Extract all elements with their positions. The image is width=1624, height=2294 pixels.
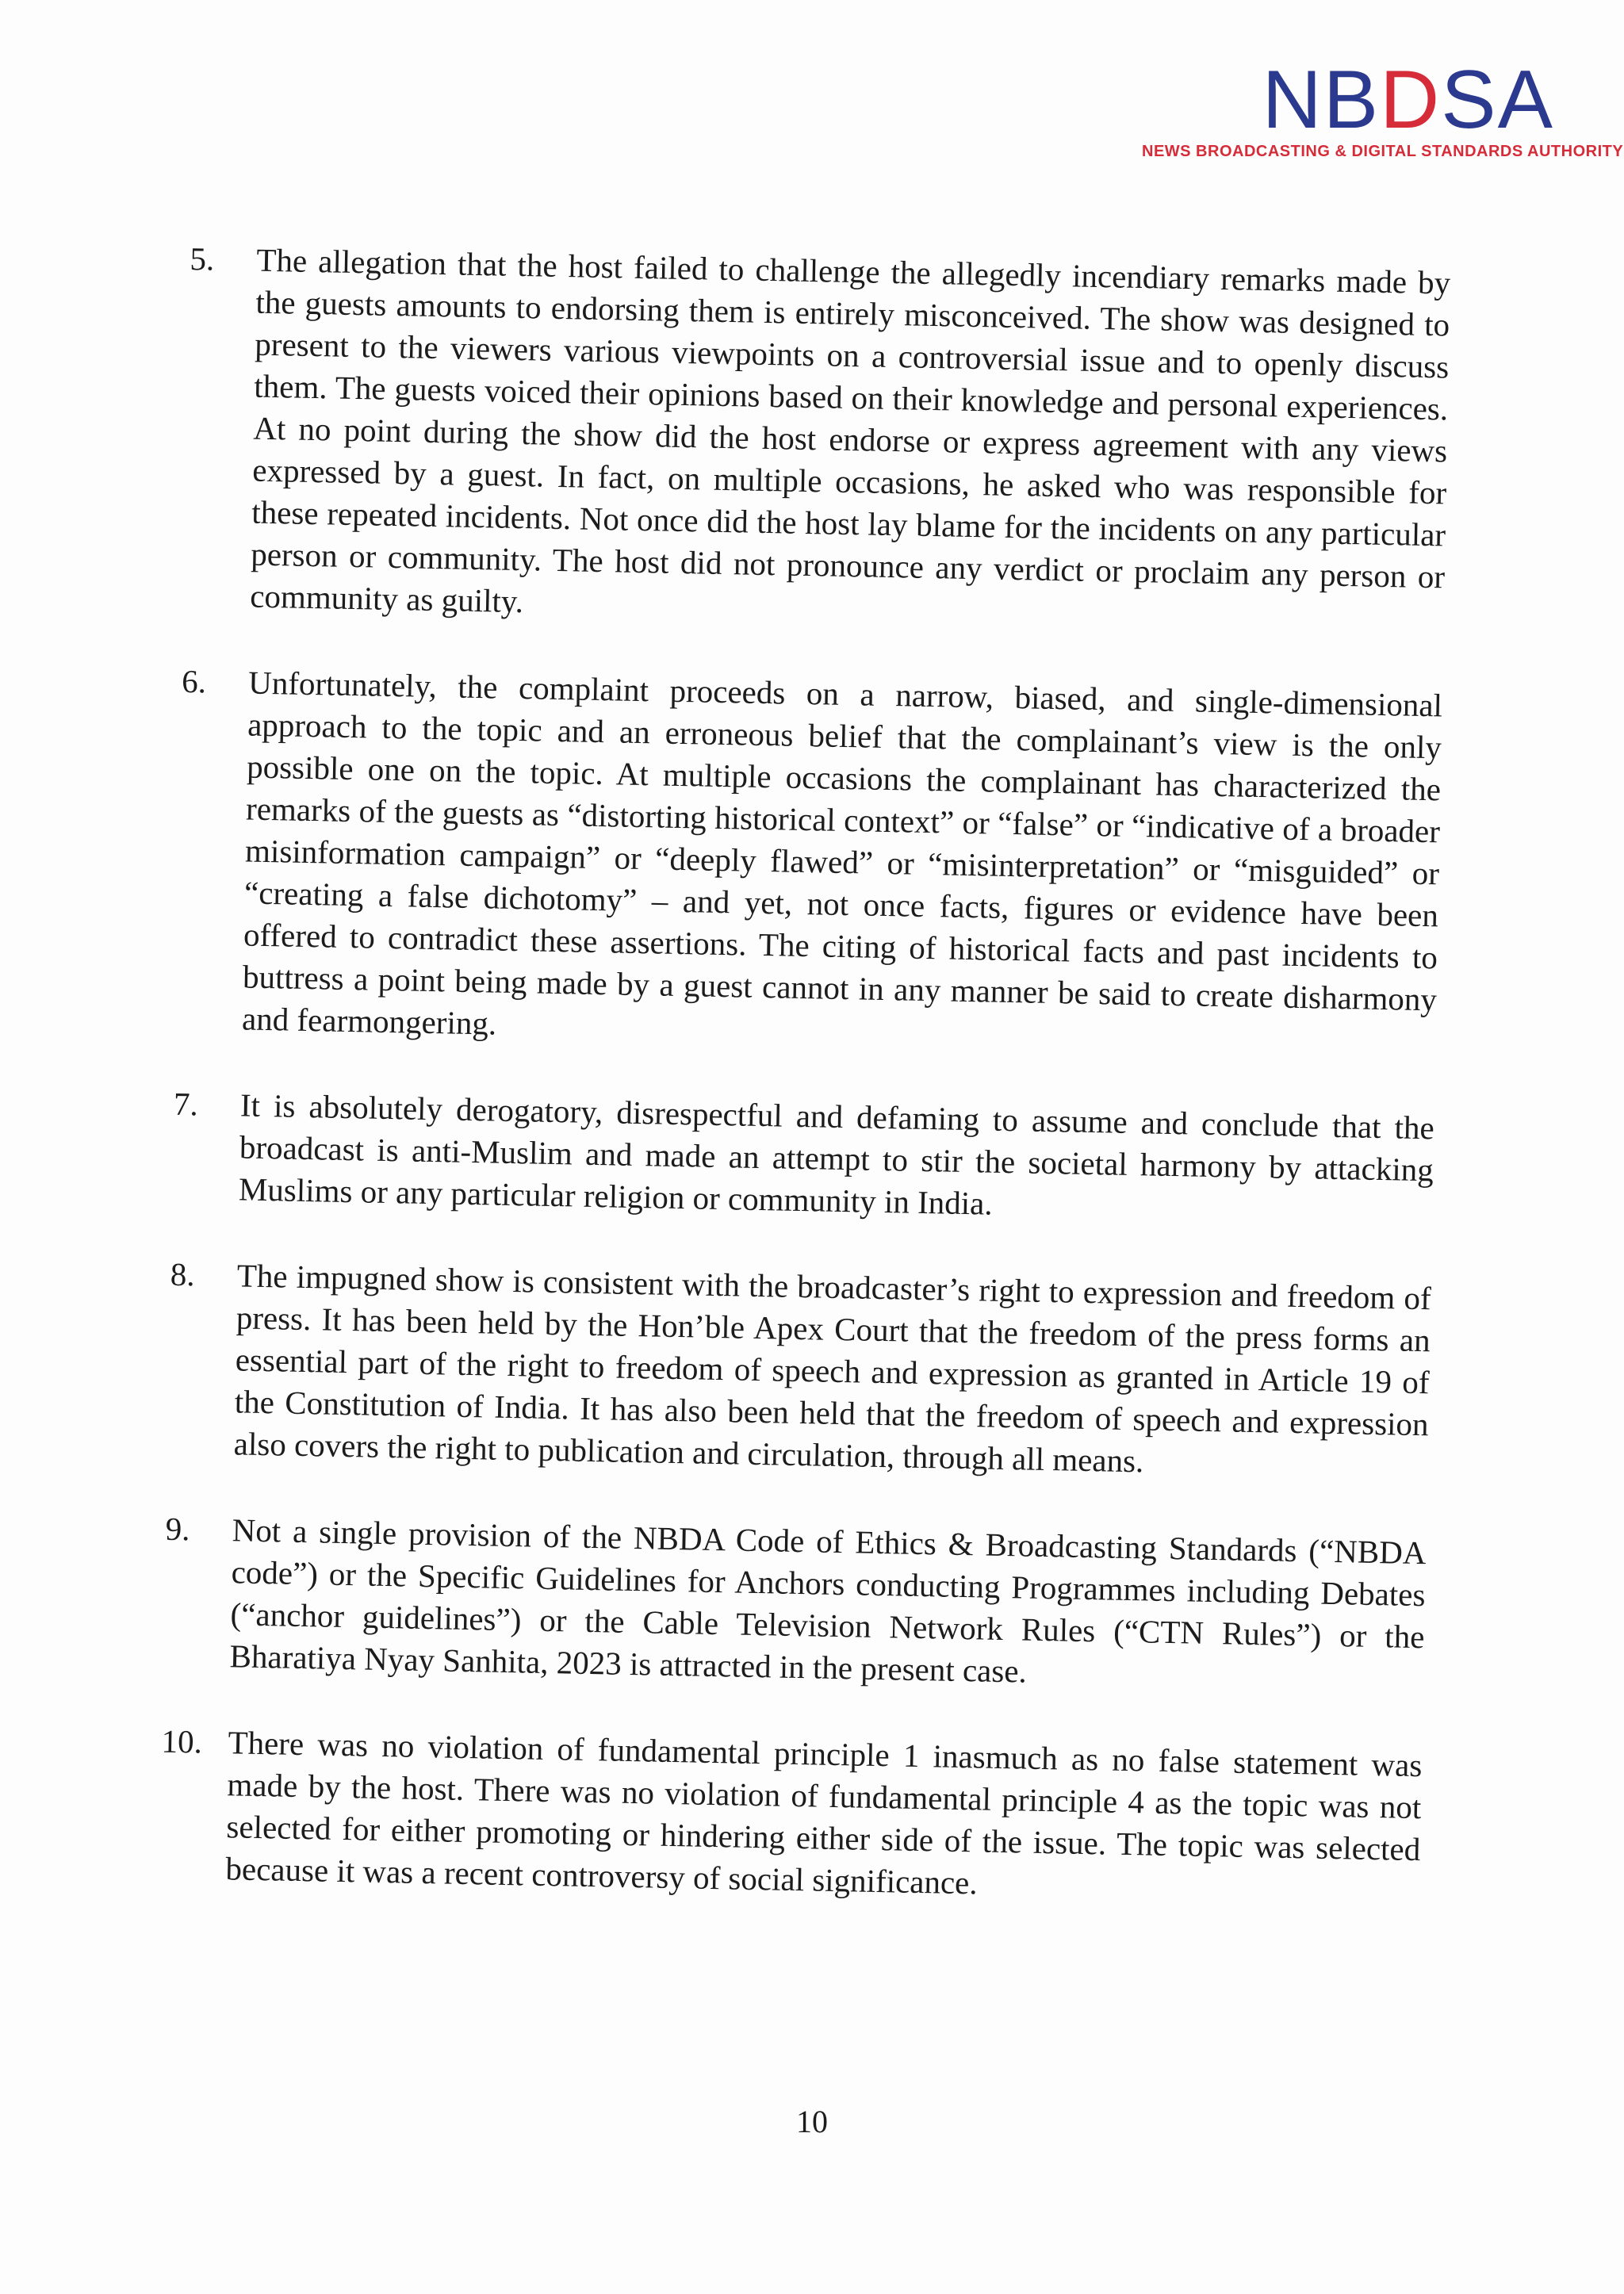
paragraph-number: 8. <box>170 1255 196 1293</box>
paragraph-number: 9. <box>165 1510 190 1548</box>
logo-part-nb: NB <box>1262 54 1381 146</box>
document-body <box>158 238 1451 1957</box>
paragraph-number: 10. <box>161 1722 203 1760</box>
page-number: 10 <box>796 2104 828 2139</box>
paragraph-text: It is absolutely derogatory, disrespectful and defaming to assume and conclude that the broadcast is anti-Muslim and made an attempt to stir the societal harmony by attacking Muslims or any particular religion or community in India. <box>238 1086 1435 1222</box>
paragraph-text: The impugned show is consistent with the broadcaster’s right to expression and freedom of press. It has been held by the Hon’ble Apex Court that the freedom of the press forms an essential part of the right to freedom of speech and expression as granted in Article 19 of the Constitution of India. It has also been held that the freedom of speech and expression also covers the right to publication and circulation, through all means. <box>233 1257 1432 1480</box>
paragraph-text: The allegation that the host failed to challenge the allegedly incendiary remarks made by the guests amounts to endorsing them is entirely misconceived. The show was designed to present to the viewers various viewpoints on a controversial issue and to openly discuss them. The guests voiced their opinions based on their knowledge and personal experiences. At no point during the show did the host endorse or express agreement with any views expressed by a guest. In fact, on multiple occasions, he asked who was responsible for these repeated incidents. Not once did the host lay blame for the incidents on any particular person or community. The host did not pronounce any verdict or proclaim any person or community as guilty. <box>249 241 1451 620</box>
paragraph-number: 6. <box>181 662 207 700</box>
paragraph-number: 5. <box>190 239 215 278</box>
paragraph-text: Not a single provision of the NBDA Code of Ethics & Broadcasting Standards (“NBDA code”) or the Specific Guidelines for Anchors conducting Programmes including Debates (“anchor guidelines”) or the Cable Television Network Rules (“CTN Rules”) or the Bharatiya Nyay Sanhita, 2023 is attracted in the present case. <box>229 1511 1427 1690</box>
paragraph-8 <box>167 1254 1431 1488</box>
paragraph-5 <box>183 238 1451 640</box>
nbdsa-logo <box>1142 54 1624 161</box>
logo-part-sa: SA <box>1441 54 1554 146</box>
paragraph-6 <box>175 661 1443 1063</box>
logo-wordmark <box>1142 54 1554 146</box>
paragraph-number: 7. <box>173 1085 199 1123</box>
paragraph-9 <box>163 1508 1427 1700</box>
paragraph-text: There was no violation of fundamental principle 1 inasmuch as no false statement was made by the host. There was no violation of fundamental principle 4 as the topic was not selected for either promoting or hindering either side of the issue. The topic was selected because it was a recent controversy of social significance. <box>225 1724 1423 1901</box>
logo-part-d: D <box>1380 54 1442 146</box>
paragraph-7 <box>171 1083 1434 1233</box>
paragraph-text: Unfortunately, the complaint proceeds on a narrow, biased, and single-dimensional approach to the topic and an erroneous belief that the complainant’s view is the only possible one on the topic. At multiple occasions the complainant has characterized the remarks of the guests as “distorting historical context” or “false” or “indicative of a broader misinformation campaign” or “deeply flawed” or “misinterpretation” or “misguided” or “creating a false dichotomy” – and yet, not once facts, figures or evidence have been offered to contradict these assertions. The citing of historical facts and past incidents to buttress a point being made by a guest cannot in any manner be said to create disharmony and fearmongering. <box>241 664 1443 1042</box>
paragraph-10 <box>159 1721 1423 1913</box>
logo-subtitle: NEWS BROADCASTING & DIGITAL STANDARDS AUTHORITY <box>1142 143 1624 160</box>
